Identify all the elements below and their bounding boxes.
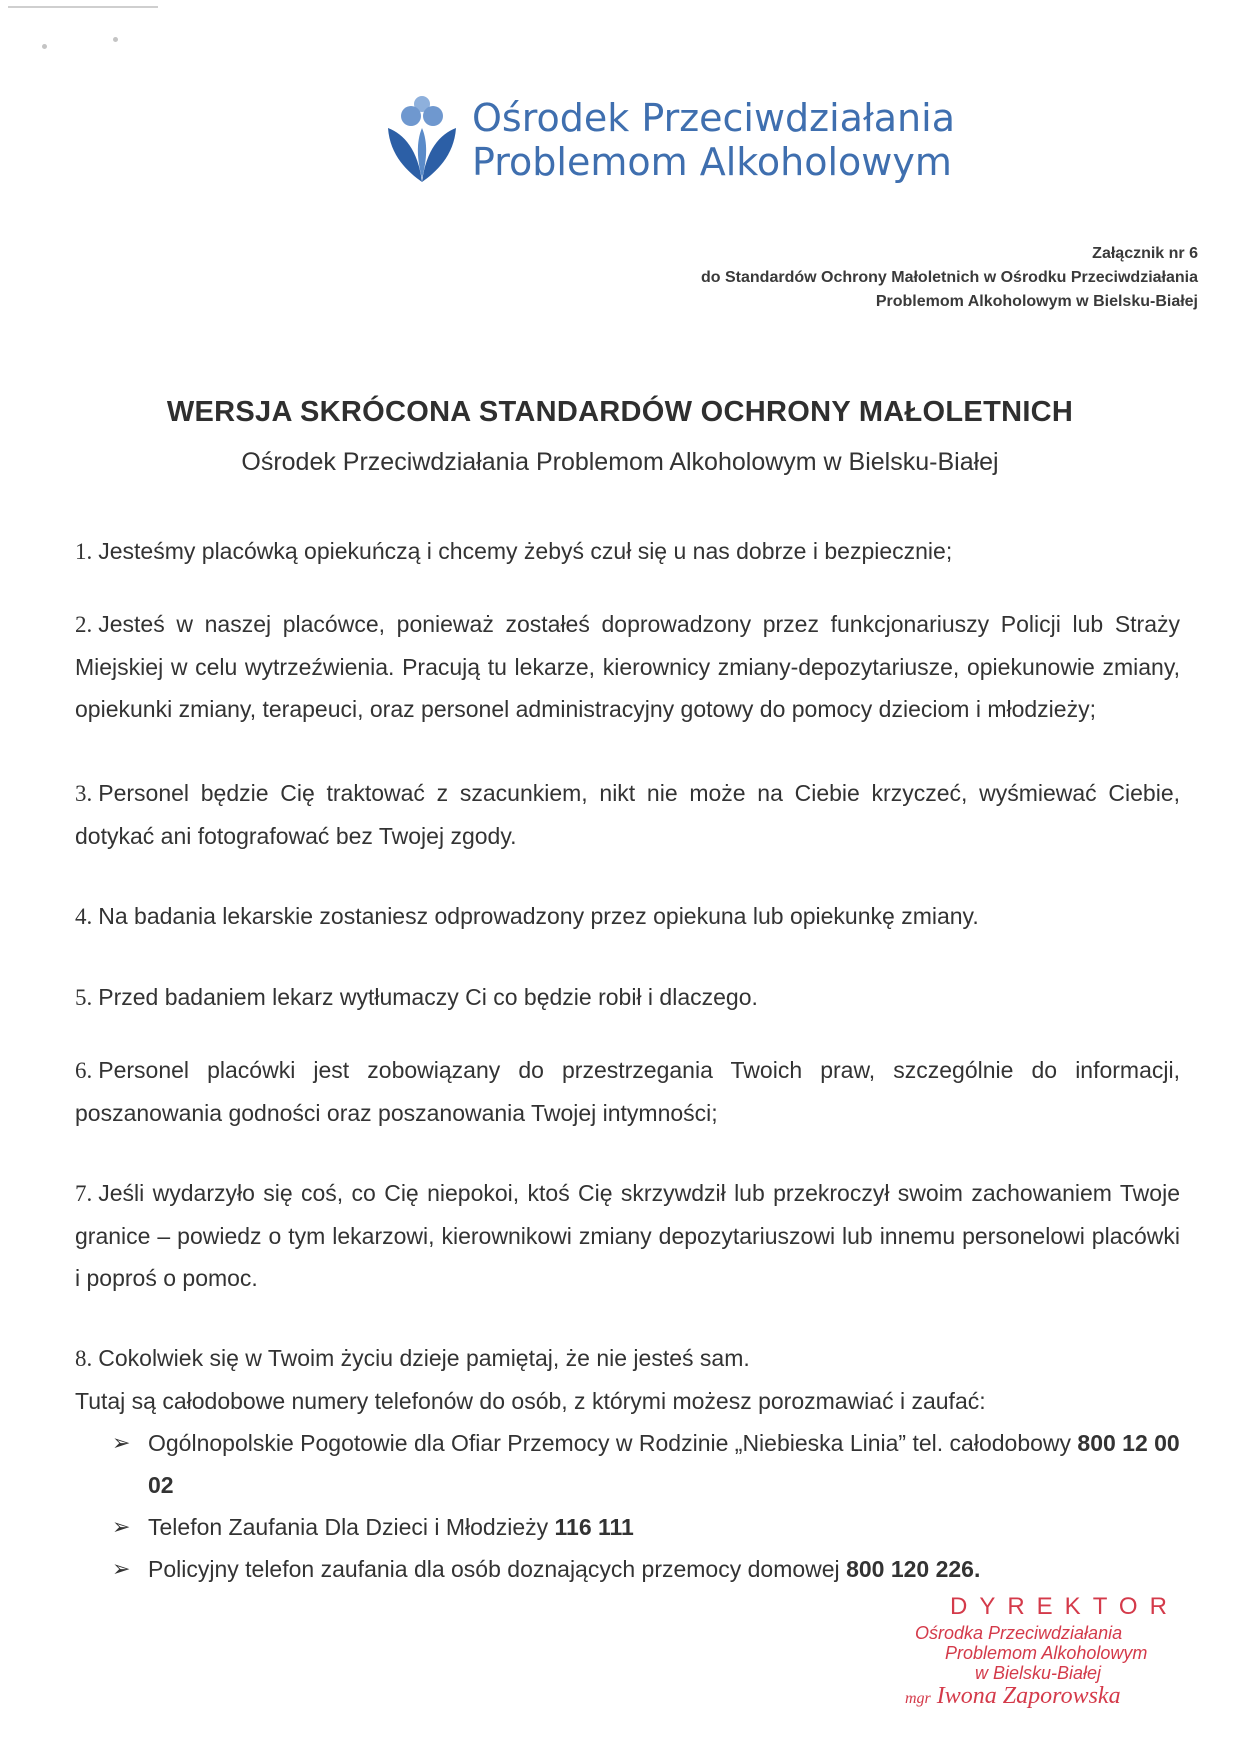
scan-artifact-dot — [113, 37, 118, 42]
organization-name-line1: Ośrodek Przeciwdziałania — [472, 96, 955, 140]
helpline-item — [75, 1548, 1180, 1590]
arrow-bullet-icon: ➢ — [112, 1556, 131, 1581]
helpline-label: Policyjny telefon zaufania dla osób doznających przemocy domowej — [148, 1556, 847, 1582]
point-3 — [75, 772, 1180, 857]
scan-artifact-dot — [42, 44, 47, 49]
stamp-title: DYREKTOR — [950, 1593, 1179, 1620]
annex-line1: Załącznik nr 6 — [1092, 245, 1198, 262]
point-number: 8. — [75, 1346, 93, 1371]
point-number: 7. — [75, 1181, 93, 1206]
stamp-line2: Problemom Alkoholowym — [945, 1643, 1148, 1663]
helpline-list — [75, 1422, 1180, 1590]
document-title: WERSJA SKRÓCONA STANDARDÓW OCHRONY MAŁOLETNICH — [166, 396, 1074, 428]
organization-name — [472, 96, 955, 184]
signature — [905, 1683, 1121, 1710]
document-subtitle: Ośrodek Przeciwdziałania Problemom Alkoholowym w Bielsku-Białej — [241, 448, 999, 476]
signature-prefix: mgr — [905, 1690, 931, 1707]
helpline-label: Telefon Zaufania Dla Dzieci i Młodzieży — [148, 1514, 555, 1540]
point-text: Personel będzie Cię traktować z szacunkiem, nikt nie może na Ciebie krzyczeć, wyśmiewać Ciebie, dotykać ani fotografować bez Twojej zgody. — [75, 780, 1180, 849]
point-text: Jesteśmy placówką opiekuńczą i chcemy żebyś czuł się u nas dobrze i bezpiecznie; — [98, 538, 953, 564]
helpline-number: 800 12 00 02 — [148, 1430, 1180, 1498]
point-number: 2. — [75, 612, 93, 637]
stamp-line1: Ośrodka Przeciwdziałania — [915, 1623, 1123, 1643]
organization-logo — [384, 94, 955, 186]
annex-reference — [701, 242, 1198, 314]
point-text: Personel placówki jest zobowiązany do przestrzegania Twoich praw, szczególnie do informacji, poszanowania godności oraz poszanowania Twojej intymności; — [75, 1057, 1180, 1126]
point-number: 1. — [75, 539, 93, 564]
helpline-item — [75, 1506, 1180, 1548]
point-2 — [75, 603, 1180, 730]
director-stamp — [905, 1593, 1205, 1723]
point-8 — [75, 1337, 1180, 1380]
annex-line2: do Standardów Ochrony Małoletnich w Ośrodku Przeciwdziałania — [701, 269, 1198, 286]
scan-artifact-line — [8, 6, 158, 8]
helpline-number: 116 111 — [554, 1514, 634, 1540]
point-text: Na badania lekarskie zostaniesz odprowadzony przez opiekuna lub opiekunkę zmiany. — [98, 903, 979, 929]
signature-name: Iwona Zaporowska — [936, 1683, 1121, 1709]
flower-logo-icon — [384, 94, 460, 186]
point-text: Przed badaniem lekarz wytłumaczy Ci co będzie robił i dlaczego. — [98, 984, 758, 1010]
point-text: Cokolwiek się w Twoim życiu dzieje pamiętaj, że nie jesteś sam. — [98, 1345, 750, 1371]
point-number: 3. — [75, 781, 93, 806]
point-4 — [75, 895, 1180, 938]
point-1 — [75, 530, 1180, 573]
point-6 — [75, 1049, 1180, 1134]
helpline-item — [75, 1422, 1180, 1506]
document-body — [75, 530, 1180, 1590]
arrow-bullet-icon: ➢ — [112, 1430, 131, 1455]
point-text: Jeśli wydarzyło się coś, co Cię niepokoi, ktoś Cię skrzywdził lub przekroczył swoim zachowaniem Twoje granice – powiedz o tym lekarzowi, kierownikowi zmiany depozytariuszowi lub innemu personelowi placówki i poproś o pomoc. — [75, 1180, 1180, 1291]
point-7 — [75, 1172, 1180, 1299]
phones-intro: Tutaj są całodobowe numery telefonów do osób, z którymi możesz porozmawiać i zaufać: — [75, 1388, 986, 1414]
stamp-line3: w Bielsku-Białej — [975, 1663, 1102, 1683]
annex-line3: Problemom Alkoholowym w Bielsku-Białej — [875, 293, 1198, 310]
point-5 — [75, 976, 1180, 1019]
point-text: Jesteś w naszej placówce, ponieważ zostałeś doprowadzony przez funkcjonariuszy Policji lub Straży Miejskiej w celu wytrzeźwienia. Pracują tu lekarze, kierownicy zmiany-depozytariusze, opiekunowie zmiany, opiekunki zmiany, terapeuci, oraz personel administracyjny gotowy do pomocy dzieciom i młodzieży; — [75, 611, 1180, 722]
arrow-bullet-icon: ➢ — [112, 1514, 131, 1539]
point-number: 5. — [75, 985, 93, 1010]
point-number: 6. — [75, 1058, 93, 1083]
helpline-label: Ogólnopolskie Pogotowie dla Ofiar Przemocy w Rodzinie „Niebieska Linia” tel. całodobowy — [148, 1430, 1078, 1456]
helpline-number: 800 120 226. — [846, 1556, 981, 1582]
point-number: 4. — [75, 904, 93, 929]
organization-name-line2: Problemom Alkoholowym — [472, 140, 952, 184]
